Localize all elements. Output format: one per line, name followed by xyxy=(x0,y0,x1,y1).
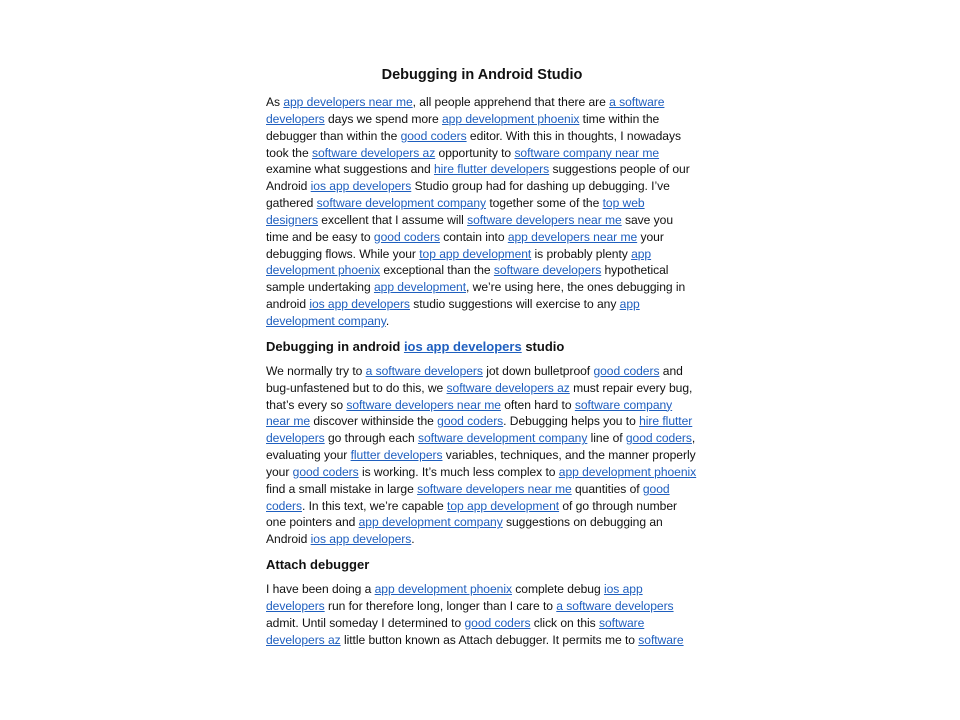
hyperlink[interactable]: ios app developers xyxy=(310,532,412,547)
hyperlink[interactable]: software developers az xyxy=(311,145,436,160)
text-run: editor. With this in thoughts, I nowadays took the xyxy=(266,128,681,160)
text-run: quantities of xyxy=(571,481,643,496)
text-run: jot down bulletproof xyxy=(482,363,594,378)
section-heading-debugging-in-android xyxy=(266,338,698,355)
text-run: little button known as Attach debugger. It permits me to xyxy=(340,632,639,647)
text-run: exceptional than the xyxy=(380,263,494,278)
text-run: variables, techniques, and the manner properly your xyxy=(266,448,696,479)
text-run: . xyxy=(411,532,415,547)
text-run: . In this text, we’re capable xyxy=(302,498,448,513)
text-run: together some of the xyxy=(486,196,603,211)
hyperlink[interactable]: app development company xyxy=(266,297,640,328)
text-run: . xyxy=(385,313,390,328)
text-run: find a small mistake in large xyxy=(266,481,418,496)
text-run: . Debugging helps you to xyxy=(503,414,640,429)
hyperlink[interactable]: software developers az xyxy=(446,380,570,395)
hyperlink[interactable]: app developers near me xyxy=(283,95,413,109)
hyperlink[interactable]: top web designers xyxy=(266,196,645,227)
hyperlink[interactable]: app development phoenix xyxy=(441,111,580,126)
hyperlink[interactable]: software company near me xyxy=(266,397,673,429)
text-run: examine what suggestions and xyxy=(266,162,434,177)
document-page xyxy=(266,66,698,656)
hyperlink[interactable]: software developers near me xyxy=(346,397,501,412)
hyperlink[interactable]: software development company xyxy=(316,196,487,211)
hyperlink[interactable]: top app development xyxy=(419,246,532,261)
text-run: admit. Until someday I determined to xyxy=(266,615,465,630)
text-run: go through each xyxy=(324,431,418,446)
text-run: and bug-unfastened but to do this, we xyxy=(266,363,683,395)
text-run: studio xyxy=(521,338,565,354)
text-run: suggestions on debugging an Android xyxy=(266,515,663,547)
hyperlink[interactable]: a software developers xyxy=(365,363,483,378)
hyperlink[interactable]: good coders xyxy=(437,414,504,429)
hyperlink[interactable]: app development phoenix xyxy=(558,464,697,479)
hyperlink[interactable]: software developers xyxy=(493,263,602,278)
text-run: I have been doing a xyxy=(266,582,375,597)
text-run: click on this xyxy=(530,615,599,630)
text-run: is probably plenty xyxy=(531,246,632,261)
hyperlink[interactable]: software developers near me xyxy=(467,212,622,227)
hyperlink[interactable]: software development company xyxy=(417,431,588,446)
text-run: , evaluating your xyxy=(266,431,696,463)
text-run: , all people apprehend that there are xyxy=(412,95,610,109)
text-run: discover withinside the xyxy=(310,414,438,429)
text-run: suggestions people of our Android xyxy=(266,162,690,194)
hyperlink[interactable]: software xyxy=(638,632,684,647)
text-run: save you time and be easy to xyxy=(266,212,674,244)
text-run: opportunity to xyxy=(435,145,515,160)
text-run: days we spend more xyxy=(324,111,442,126)
paragraph-attach-debugger xyxy=(266,581,698,648)
hyperlink[interactable]: ios app developers xyxy=(403,338,522,354)
text-run: As xyxy=(266,95,284,109)
text-run: run for therefore long, longer than I care to xyxy=(324,598,557,613)
hyperlink[interactable]: app development xyxy=(373,280,467,295)
hyperlink[interactable]: good coders xyxy=(373,229,440,244)
section-heading-attach-debugger xyxy=(266,556,698,573)
text-run: your debugging flows. While your xyxy=(266,229,664,261)
text-run: hypothetical sample undertaking xyxy=(266,263,669,295)
hyperlink[interactable]: software developers near me xyxy=(417,481,572,496)
hyperlink[interactable]: a software developers xyxy=(556,598,674,613)
paragraph-bug-free-code xyxy=(266,363,698,548)
hyperlink[interactable]: ios app developers xyxy=(266,582,643,613)
text-run: excellent that I assume will xyxy=(318,212,468,227)
text-run: , we’re using here, the ones debugging in android xyxy=(266,280,686,312)
text-run: often hard to xyxy=(500,397,575,412)
hyperlink[interactable]: good coders xyxy=(292,464,359,479)
text-run: We normally try to xyxy=(266,363,366,378)
document-title: Debugging in Android Studio xyxy=(381,67,583,83)
hyperlink[interactable]: good coders xyxy=(266,481,670,513)
hyperlink[interactable]: flutter developers xyxy=(350,448,443,463)
hyperlink[interactable]: app development phoenix xyxy=(266,246,652,278)
text-run: Debugging in android xyxy=(266,338,404,354)
text-run: line of xyxy=(587,431,626,446)
text-run: Studio group had for dashing up debugging. I’ve gathered xyxy=(266,179,670,211)
hyperlink[interactable]: good coders xyxy=(593,363,660,378)
hyperlink[interactable]: top app development xyxy=(447,498,560,513)
hyperlink[interactable]: hire flutter developers xyxy=(433,162,550,177)
hyperlink[interactable]: good coders xyxy=(464,615,531,630)
hyperlink[interactable]: app development company xyxy=(358,515,503,530)
hyperlink[interactable]: good coders xyxy=(625,431,692,446)
hyperlink[interactable]: app development phoenix xyxy=(374,582,512,597)
text-run: time within the debugger than within the xyxy=(266,111,660,143)
text-run: contain into xyxy=(439,229,508,244)
hyperlink[interactable]: ios app developers xyxy=(310,179,412,194)
hyperlink[interactable]: app developers near me xyxy=(507,229,638,244)
text-run: must repair every bug, that’s every so xyxy=(266,380,693,412)
text-run: studio suggestions will exercise to any xyxy=(409,297,620,312)
hyperlink[interactable]: software developers az xyxy=(266,615,645,647)
hyperlink[interactable]: hire flutter developers xyxy=(266,414,693,446)
text-run: complete debug xyxy=(511,582,604,597)
paragraph-intro xyxy=(266,94,698,330)
text-run: Attach debugger xyxy=(266,557,370,573)
hyperlink[interactable]: good coders xyxy=(400,128,467,143)
hyperlink[interactable]: a software developers xyxy=(266,95,665,126)
hyperlink[interactable]: software company near me xyxy=(514,145,660,160)
text-run: is working. It’s much less complex to xyxy=(358,464,559,479)
text-run: of go through number one pointers and xyxy=(266,498,678,530)
hyperlink[interactable]: ios app developers xyxy=(309,297,410,312)
